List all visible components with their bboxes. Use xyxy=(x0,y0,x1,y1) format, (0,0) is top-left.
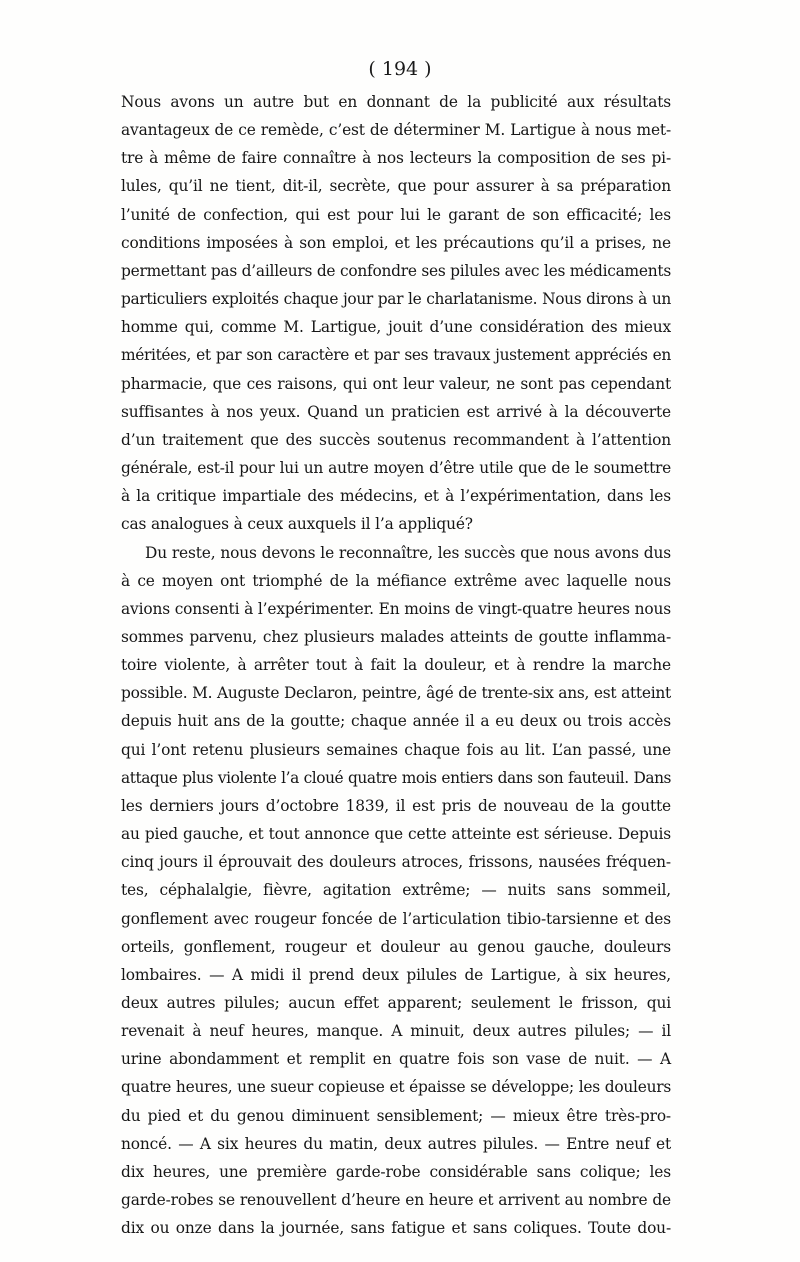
text-line: dix heures, une première garde-robe considérable sans colique; les xyxy=(121,1162,671,1181)
text-line: attaque plus violente l’a cloué quatre mois entiers dans son fauteuil. Dans xyxy=(121,768,671,787)
text-line: les derniers jours d’octobre 1839, il est pris de nouveau de la goutte xyxy=(121,796,671,815)
text-line: avions consenti à l’expérimenter. En moins de vingt-quatre heures nous xyxy=(121,599,672,618)
text-line: possible. M. Auguste Declaron, peintre, âgé de trente-six ans, est atteint xyxy=(121,684,671,703)
text-line: urine abondamment et remplit en quatre fois son vase de nuit. — A xyxy=(121,1050,671,1069)
text-line: deux autres pilules; aucun effet apparent; seulement le frisson, qui xyxy=(121,994,671,1012)
text-line: au pied gauche, et tout annonce que cette atteinte est sérieuse. Depuis xyxy=(121,825,671,844)
text-line: du pied et du genou diminuent sensiblement; — mieux être très-pro- xyxy=(121,1106,671,1125)
text-line: l’unité de confection, qui est pour lui le garant de son efficacité; les xyxy=(121,205,671,224)
text-line: lules, qu’il ne tient, dit-il, secrète, que pour assurer à sa préparation xyxy=(121,177,671,196)
text-line: à la critique impartiale des médecins, et à l’expérimentation, dans les xyxy=(121,487,671,506)
text-line: particuliers exploités chaque jour par le charlatanisme. Nous dirons à un xyxy=(121,290,671,309)
text-line: cas analogues à ceux auxquels il l’a appliqué? xyxy=(121,515,473,534)
text-line: noncé. — A six heures du matin, deux autres pilules. — Entre neuf et xyxy=(121,1134,671,1153)
text-line: toire violente, à arrêter tout à fait la douleur, et à rendre la marche xyxy=(121,656,671,675)
text-line: sommes parvenu, chez plusieurs malades atteints de goutte inflamma- xyxy=(121,627,671,646)
text-line: tre à même de faire connaître à nos lecteurs la composition de ses pi- xyxy=(121,149,671,168)
text-line: lombaires. — A midi il prend deux pilules de Lartigue, à six heures, xyxy=(121,965,671,984)
text-line: suffisantes à nos yeux. Quand un praticien est arrivé à la découverte xyxy=(121,402,671,421)
text-line: qui l’ont retenu plusieurs semaines chaque fois au lit. L’an passé, une xyxy=(121,740,671,759)
text-line: permettant pas d’ailleurs de confondre ses pilules avec les médicaments xyxy=(121,261,671,280)
text-line: revenait à neuf heures, manque. A minuit, deux autres pilules; — il xyxy=(121,1022,671,1041)
text-line: Du reste, nous devons le reconnaître, les succès que nous avons dus xyxy=(145,543,671,562)
text-line: avantageux de ce remède, c’est de déterminer M. Lartigue à nous met- xyxy=(121,121,671,140)
text-line: pharmacie, que ces raisons, qui ont leur valeur, ne sont pas cependant xyxy=(121,374,671,393)
text-line: cinq jours il éprouvait des douleurs atroces, frissons, nausées fréquen- xyxy=(121,853,671,872)
text-line: Nous avons un autre but en donnant de la publicité aux résultats xyxy=(121,93,671,111)
text-line: garde-robes se renouvellent d’heure en heure et arrivent au nombre de xyxy=(121,1191,671,1210)
text-line: conditions imposées à son emploi, et les précautions qu’il a prises, ne xyxy=(121,233,671,252)
text-line: dix ou onze dans la journée, sans fatigue et sans coliques. Toute dou- xyxy=(121,1219,671,1238)
text-line: tes, céphalalgie, fièvre, agitation extrême; — nuits sans sommeil, xyxy=(121,881,671,900)
text-line: méritées, et par son caractère et par ses travaux justement appréciés en xyxy=(121,346,671,365)
text-line: gonflement avec rougeur foncée de l’articulation tibio-tarsienne et des xyxy=(121,909,671,928)
text-line: quatre heures, une sueur copieuse et épaisse se développe; les douleurs xyxy=(121,1078,671,1097)
text-line: d’un traitement que des succès soutenus recommandent à l’attention xyxy=(121,430,671,449)
page-number-header: ( 194 ) xyxy=(368,58,432,80)
text-line: générale, est-il pour lui un autre moyen d’être utile que de le soumettre xyxy=(121,459,671,478)
text-line: depuis huit ans de la goutte; chaque année il a eu deux ou trois accès xyxy=(121,712,671,731)
paragraph xyxy=(121,539,671,1243)
body-text xyxy=(121,88,671,1242)
text-line: orteils, gonflement, rougeur et douleur au genou gauche, douleurs xyxy=(121,937,671,956)
text-line: homme qui, comme M. Lartigue, jouit d’une considération des mieux xyxy=(121,318,671,337)
paragraph xyxy=(121,88,671,539)
text-line: à ce moyen ont triomphé de la méfiance extrême avec laquelle nous xyxy=(121,571,671,590)
